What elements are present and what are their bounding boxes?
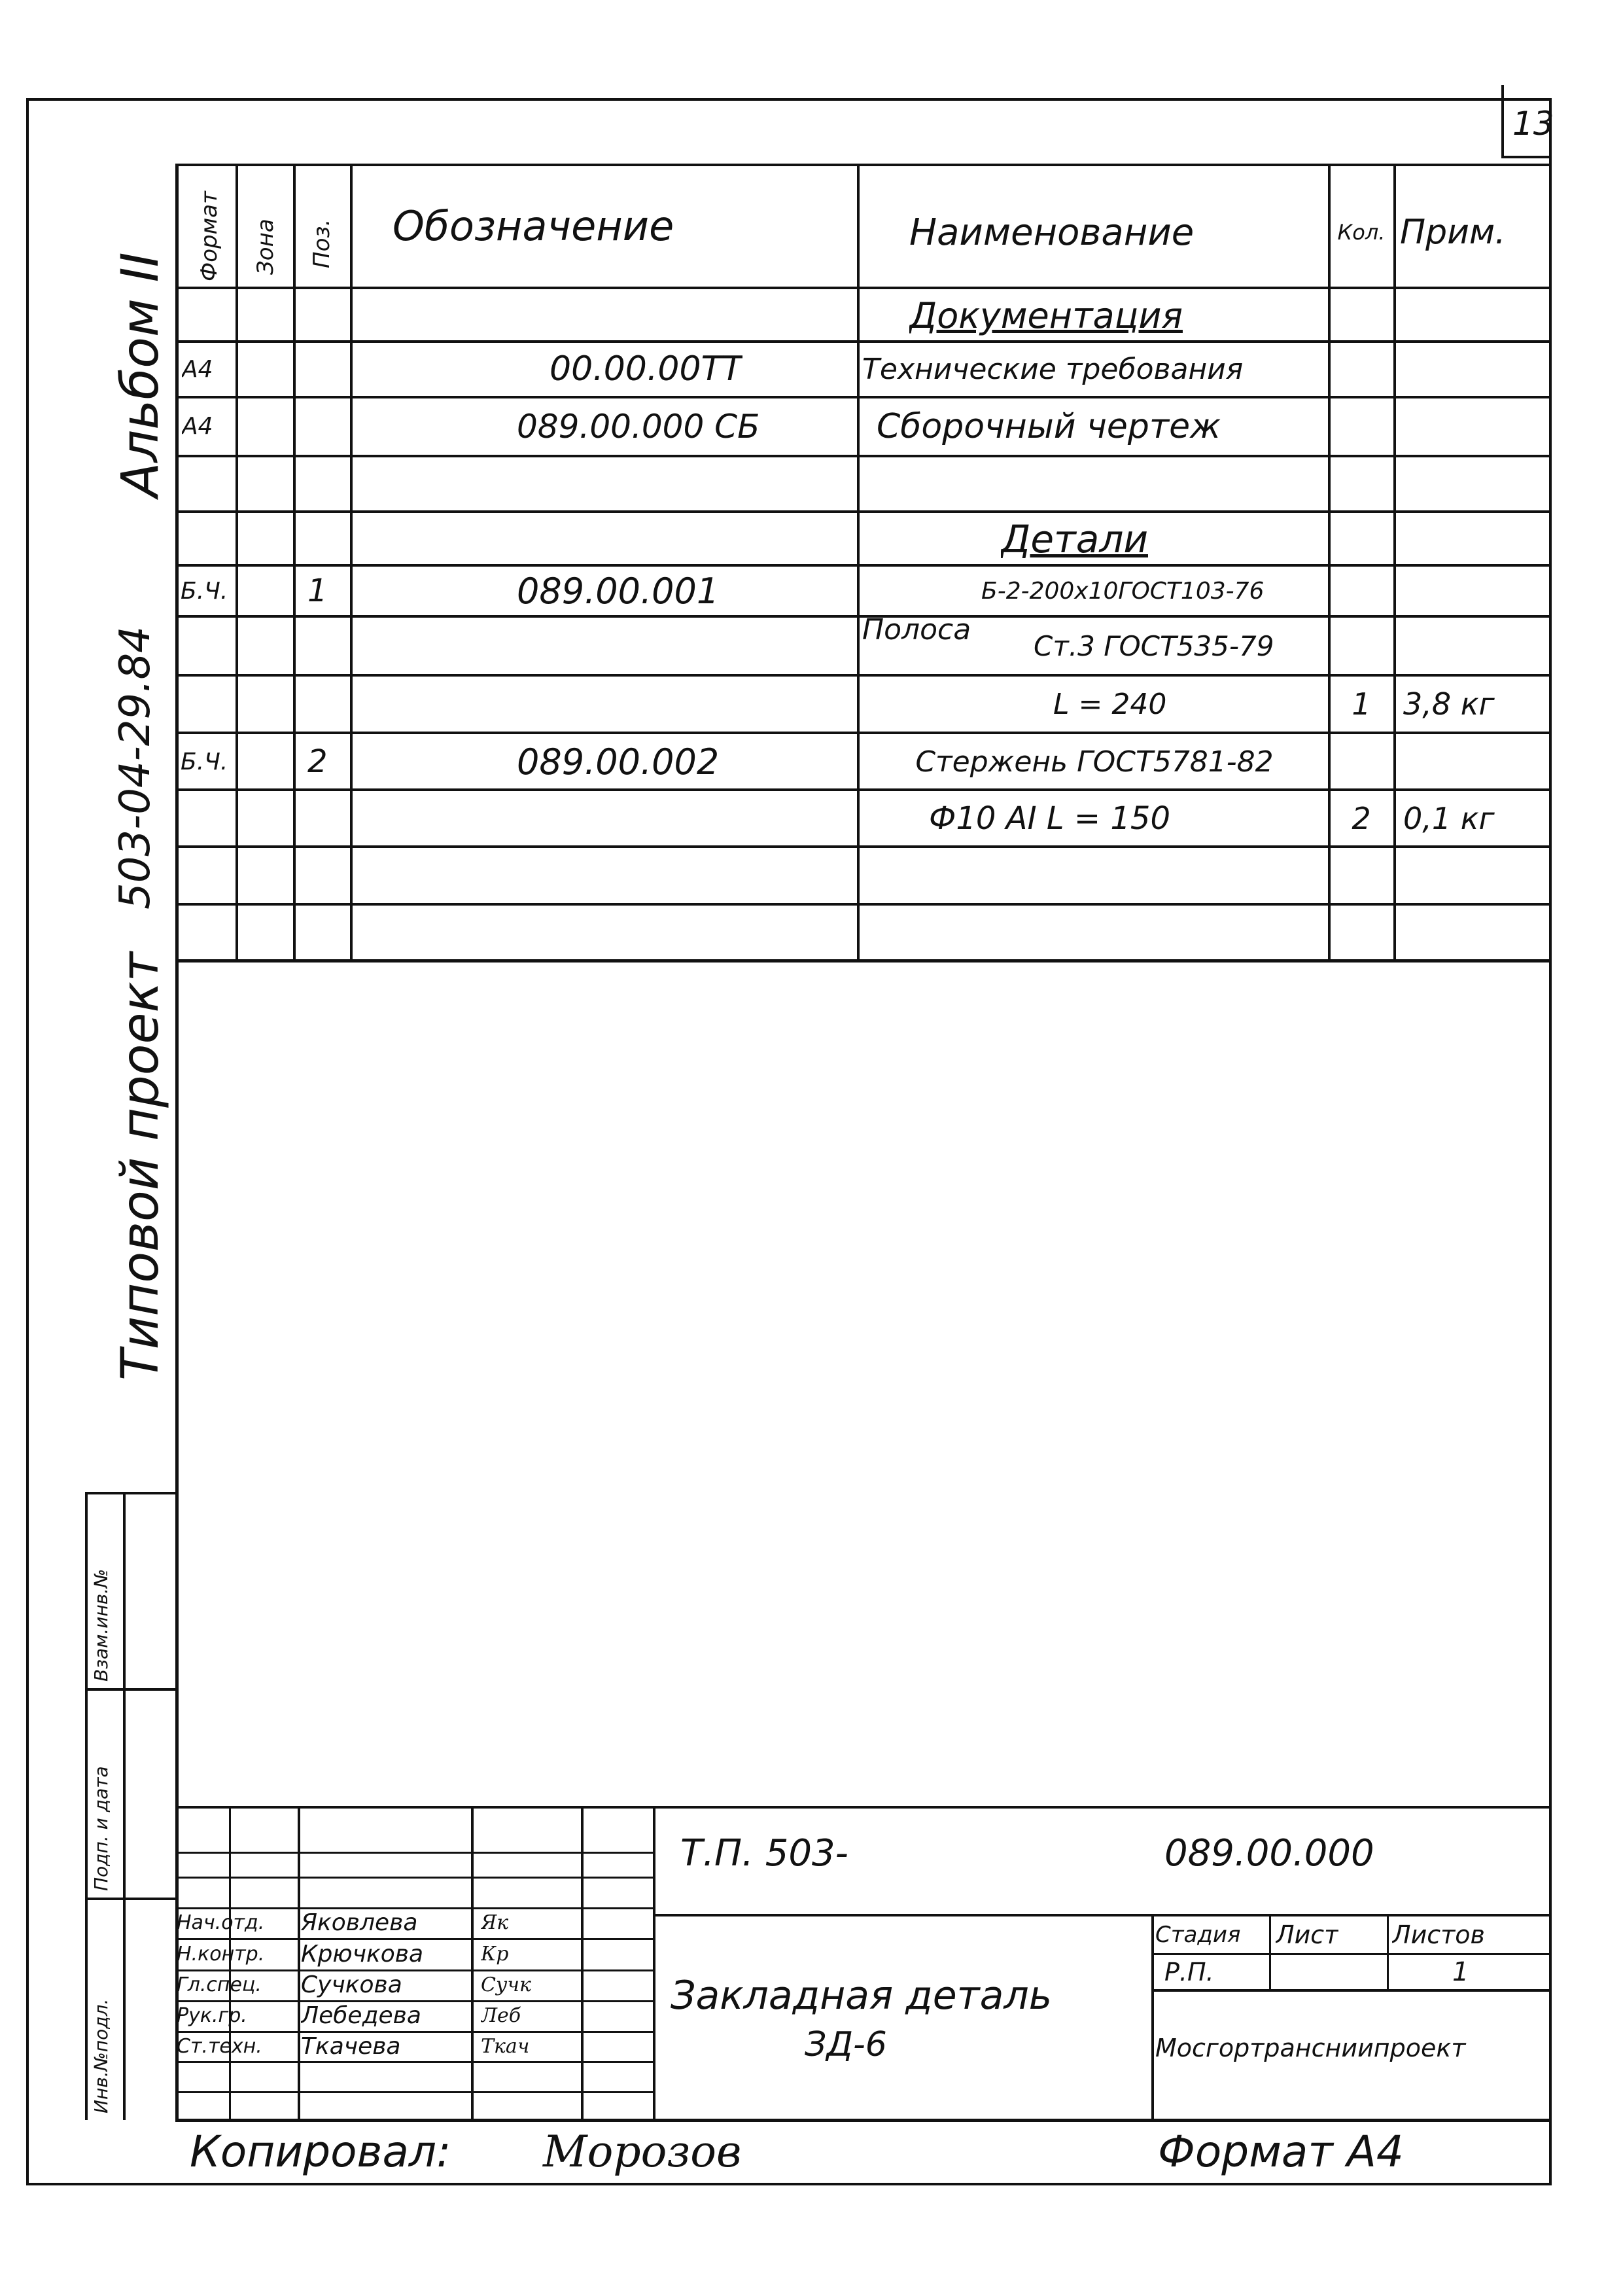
role-4-name: Лебедева xyxy=(301,2002,421,2029)
role-1-signature: Як xyxy=(481,1911,509,1934)
row-3-name-line1: Б-2-200х10ГОСТ103-76 xyxy=(981,577,1265,605)
header-note: Прим. xyxy=(1400,213,1506,252)
drawing-title-line2: ЗД-6 xyxy=(805,2025,887,2064)
doc-code-right: 089.00.000 xyxy=(1164,1832,1374,1875)
page-number: 13 xyxy=(1512,105,1554,143)
row-3-format: Б.Ч. xyxy=(181,577,228,605)
role-5-name: Ткачева xyxy=(301,2032,401,2060)
row-3-name-line3: L = 240 xyxy=(1053,687,1167,721)
row-4-pos: 2 xyxy=(307,743,328,780)
doc-code-left: Т.П. 503- xyxy=(680,1832,848,1875)
row-1-format: А4 xyxy=(182,355,213,383)
role-3-name: Сучкова xyxy=(301,1971,402,1998)
sheets-label: Листов xyxy=(1392,1920,1485,1949)
stage-value: Р.П. xyxy=(1164,1958,1214,1987)
inner-frame-top xyxy=(175,164,1550,166)
organization: Мосгортрансниипроект xyxy=(1155,2034,1466,2062)
section-parts: Детали xyxy=(1001,517,1149,561)
role-1: Нач.отд. xyxy=(177,1911,265,1934)
row-4-format: Б.Ч. xyxy=(181,748,228,775)
row-4-note: 0,1 кг xyxy=(1403,801,1495,836)
role-3: Гл.спец. xyxy=(177,1973,262,1996)
row-3-name-line2: Ст.3 ГОСТ535-79 xyxy=(1034,629,1274,662)
row-4-designation: 089.00.002 xyxy=(517,741,720,783)
row-2-designation: 089.00.000 СБ xyxy=(517,407,760,446)
copied-by: Морозов xyxy=(543,2127,742,2177)
row-3-name-prefix: Полоса xyxy=(862,612,971,646)
sheets-value: 1 xyxy=(1452,1957,1469,1987)
section-docs: Документация xyxy=(909,294,1183,336)
header-zone: Зона xyxy=(253,219,279,275)
frame-bottom xyxy=(26,2183,1552,2185)
frame-left xyxy=(26,98,29,2185)
project-label: Типовой проект xyxy=(111,951,170,1381)
album-label: Альбом II xyxy=(111,252,170,497)
header-qty: Кол. xyxy=(1337,220,1386,245)
stamp-label-sign: Подп. и дата xyxy=(90,1766,112,1891)
row-4-qty: 2 xyxy=(1352,801,1371,836)
row-1-name: Технические требования xyxy=(862,352,1244,386)
frame-right xyxy=(1549,98,1552,2185)
role-5-signature: Ткач xyxy=(481,2034,530,2058)
stage-label: Стадия xyxy=(1155,1922,1241,1948)
header-format: Формат xyxy=(196,191,222,281)
sheet-label: Лист xyxy=(1276,1920,1339,1949)
header-designation: Обозначение xyxy=(393,202,674,250)
frame-top xyxy=(26,98,1550,101)
row-3-note: 3,8 кг xyxy=(1403,686,1495,722)
copied-label: Копировал: xyxy=(190,2127,451,2177)
role-1-name: Яковлева xyxy=(301,1909,418,1936)
drawing-title-line1: Закладная деталь xyxy=(671,1973,1053,2019)
role-4: Рук.гр. xyxy=(177,2004,247,2027)
row-1-designation: 00.00.00ТТ xyxy=(550,349,743,389)
inner-frame-bottom xyxy=(175,2119,1550,2122)
stamp-label-swap: Взам.инв.№ xyxy=(90,1568,112,1682)
role-2: Н.контр. xyxy=(177,1942,265,1966)
row-3-qty: 1 xyxy=(1352,686,1371,722)
header-pos: Поз. xyxy=(309,219,335,268)
row-3-designation: 089.00.001 xyxy=(517,570,720,612)
row-3-pos: 1 xyxy=(307,573,328,609)
format-label: Формат А4 xyxy=(1158,2127,1404,2177)
row-2-name: Сборочный чертеж xyxy=(877,406,1221,446)
row-2-format: А4 xyxy=(182,413,213,440)
role-2-signature: Кр xyxy=(481,1942,509,1966)
header-name: Наименование xyxy=(909,211,1195,254)
role-4-signature: Леб xyxy=(481,2004,521,2027)
project-code: 503-04-29.84 xyxy=(111,626,160,910)
stamp-label-inv: Инв.№подл. xyxy=(90,1998,112,2113)
role-2-name: Крючкова xyxy=(301,1940,424,1968)
row-4-name-line2: Ф10 АI L = 150 xyxy=(929,800,1170,837)
role-5: Ст.техн. xyxy=(177,2034,262,2058)
role-3-signature: Сучк xyxy=(481,1973,531,1996)
row-4-name-line1: Стержень ГОСТ5781-82 xyxy=(915,745,1274,779)
